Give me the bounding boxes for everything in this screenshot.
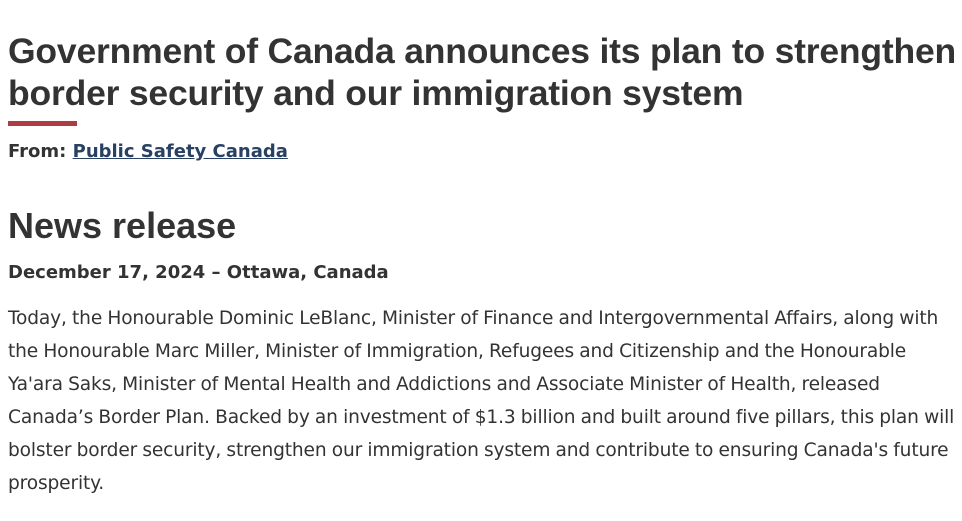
section-title: News release bbox=[8, 205, 237, 246]
public-safety-canada-link[interactable]: Public Safety Canada bbox=[72, 141, 288, 162]
page-title: Government of Canada announces its plan to strengthen border security and our immigration system bbox=[8, 31, 957, 113]
from-label: From: bbox=[8, 141, 67, 162]
article-body-paragraph: Today, the Honourable Dominic LeBlanc, Minister of Finance and Intergovernmental Affairs, along with the Honourable Marc Miller, Minister of Immigration, Refugees and Citizenship and the Honourable Ya'ara Saks, Minister of Mental Health and Addictions and Associate Minister of Health, released Canada’s Border Plan. Backed by an investment of $1.3 billion and built around five pillars, this plan will bolster border security, strengthen our immigration system and contribute to ensuring Canada's future prosperity. bbox=[8, 308, 955, 494]
title-accent-rule bbox=[8, 121, 77, 126]
from-line bbox=[8, 139, 288, 165]
dateline: December 17, 2024 – Ottawa, Canada bbox=[8, 262, 389, 283]
